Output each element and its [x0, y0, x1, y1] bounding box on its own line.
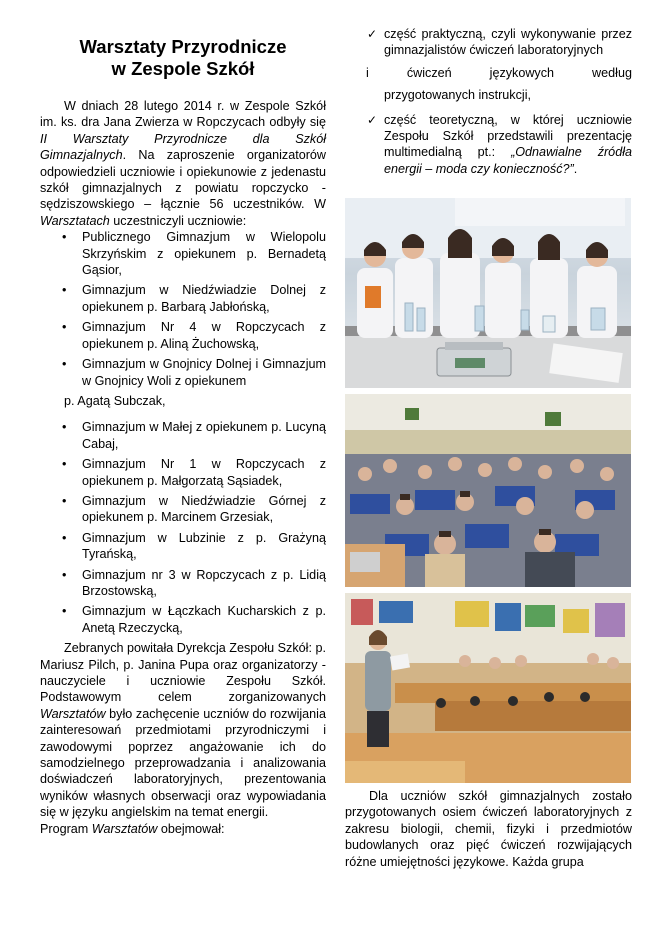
program-item-practical: ✓ część praktyczną, czyli wykonywanie przez gimnazjalistów ćwiczeń laboratoryjnych — [345, 26, 632, 59]
photo-language-workshop — [345, 593, 631, 783]
program-item-language-cont: przygotowanych instrukcji, — [384, 88, 531, 103]
intro-event-name: II Warsztaty Przyrodnicze dla Szkół Gimnazjalnych — [40, 131, 326, 163]
program-item-theory — [345, 112, 632, 178]
list-item: • Gimnazjum w Gnojnicy Dolnej i Gimnazjum w Gnojnicy Woli z opiekunem — [40, 356, 326, 389]
schools-list-a-tail: p. Agatą Subczak, — [64, 393, 166, 408]
welcome-text-1: Zebranych powitała Dyrekcja Zespołu Szkół: p. Mariusz Pilch, p. Janina Pupa oraz organizatorzy - nauczyciele i uczniowie Zespołu Szkół. Podstawowym celem zorganizowanych — [40, 641, 326, 705]
intro-event-short: Warsztatach — [40, 213, 110, 228]
closing-paragraph-block — [345, 788, 632, 870]
theory-end: . — [573, 161, 578, 176]
intro-text-2: . Na zaproszenie organizatorów odpowiedzieli uczniowie i opiekunowie z jedenastu szkół gimnazjalnych z powiatu ropczycko - sędziszowskiego – łącznie 56 uczestników. W — [40, 148, 326, 212]
photo-laboratory — [345, 198, 631, 388]
program-event-short: Warsztatów — [91, 821, 158, 836]
intro-text-3: uczestniczyli uczniowie: — [109, 213, 247, 228]
program-text-2: obejmował: — [157, 821, 225, 836]
list-item: • Gimnazjum Nr 4 w Ropczycach z opiekunem p. Aliną Żuchowską, — [40, 319, 326, 352]
list-item: • Gimnazjum w Lubzinie z p. Grażyną Tyrańską, — [40, 530, 326, 563]
intro-text-1: W dniach 28 lutego 2014 r. w Zespole Szkół im. ks. dra Jana Zwierza w Ropczycach odbyły się — [40, 99, 326, 130]
closing-paragraph: Dla uczniów szkół gimnazjalnych zostało przygotowanych osiem ćwiczeń laboratoryjnych z zakresu biologii, chemii, fizyki i przedmiotów budowlanych oraz pięć ćwiczeń rozwijających różne umiejętności językowe. Każda grupa — [345, 789, 632, 869]
welcome-text-2: było zachęcenie uczniów do rozwijania zainteresowań przedmiotami przyrodniczymi i zawodowymi poprzez angażowanie ich do samodzielnego przeprowadzania i analizowania doświadczeń laboratoryjnych, prezentowania wyników własnych obserwacji oraz wypowiadania się w języku angielskim na temat energii. — [40, 706, 326, 820]
photo-audience-graphic — [345, 394, 631, 587]
welcome-paragraph — [40, 640, 326, 820]
welcome-event-short: Warsztatów — [40, 706, 106, 721]
schools-list-a — [40, 229, 326, 389]
photo-presentation-audience — [345, 394, 631, 587]
list-item: • Gimnazjum w Łączkach Kucharskich z p. Anetą Rzeczycką, — [40, 603, 326, 636]
theory-text: część teoretyczną, w której uczniowie Zespołu Szkół przedstawili prezentację multimedialną pt.: — [384, 112, 632, 160]
word-jezykowych: językowych — [489, 65, 555, 80]
schools-list-b — [40, 419, 326, 636]
program-item-language-line — [345, 65, 632, 81]
program-list-2 — [345, 112, 632, 178]
presentation-title: „Odnawialne źródła energii – moda czy konieczność?” — [384, 145, 632, 176]
title-line-1: Warsztaty Przyrodnicze — [79, 36, 287, 57]
title-line-2: w Zespole Szkół — [111, 58, 255, 79]
program-list — [345, 26, 632, 59]
photo-laboratory-graphic — [345, 198, 631, 388]
word-cwiczen: ćwiczeń — [406, 65, 452, 80]
list-item: • Gimnazjum w Niedźwiadzie Dolnej z opiekunem p. Barbarą Jabłońską, — [40, 282, 326, 315]
word-wedlug: według — [592, 65, 632, 80]
word-i: i — [366, 65, 369, 80]
list-item: • Publicznego Gimnazjum w Wielopolu Skrzyńskim z opiekunem p. Bernadetą Gąsior, — [40, 229, 326, 278]
left-column — [40, 36, 326, 837]
list-item: • Gimnazjum w Niedźwiadzie Górnej z opiekunem p. Marcinem Grzesiak, — [40, 493, 326, 526]
program-text-1: Program — [40, 821, 92, 836]
list-item: • Gimnazjum w Małej z opiekunem p. Lucyną Cabaj, — [40, 419, 326, 452]
intro-paragraph — [40, 98, 326, 229]
list-item: • Gimnazjum nr 3 w Ropczycach z p. Lidią Brzostowską, — [40, 567, 326, 600]
list-item: • Gimnazjum Nr 1 w Ropczycach z opiekunem p. Małgorzatą Sąsiadek, — [40, 456, 326, 489]
right-column — [345, 26, 632, 183]
photo-language-graphic — [345, 593, 631, 783]
article-title — [40, 36, 326, 80]
program-intro — [40, 821, 326, 837]
